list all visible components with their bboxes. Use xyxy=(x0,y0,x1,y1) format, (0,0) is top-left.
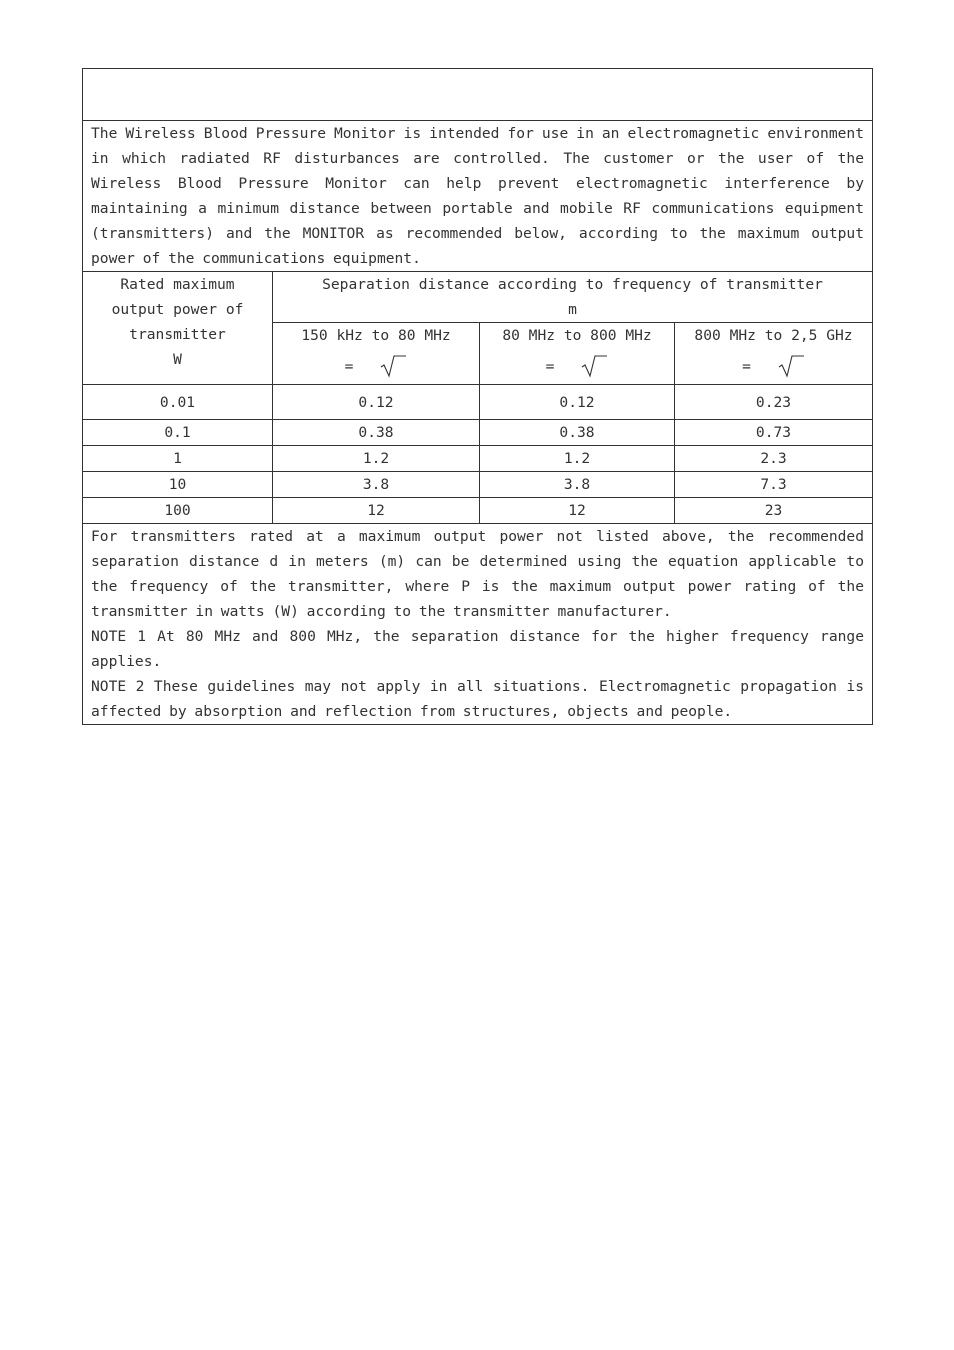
distance-band3: 7.3 xyxy=(675,472,873,498)
power-value: 0.1 xyxy=(83,420,273,446)
distance-band1: 12 xyxy=(273,498,480,524)
band-header-2 xyxy=(480,323,675,385)
distance-header: Separation distance according to frequency of transmitter xyxy=(322,276,823,293)
band-label: 800 MHz to 2,5 GHz xyxy=(694,327,853,344)
distance-band2: 3.8 xyxy=(480,472,675,498)
power-value: 10 xyxy=(83,472,273,498)
distance-unit: m xyxy=(568,301,577,318)
intro-text: The Wireless Blood Pressure Monitor is intended for use in an electromagnetic environment in which radiated RF disturbances are controlled. The customer or the user of the Wireless Blood Pressure Monitor can help prevent electromagnetic interference by maintaining a minimum distance between portable and mobile RF communications equipment (transmitters) and the MONITOR as recommended below, according to the maximum output power of the communications equipment. xyxy=(91,125,864,267)
power-value: 100 xyxy=(83,498,273,524)
distance-band3: 23 xyxy=(675,498,873,524)
distance-band2: 1.2 xyxy=(480,446,675,472)
distance-band3: 0.23 xyxy=(675,385,873,420)
distance-band2: 12 xyxy=(480,498,675,524)
table-row xyxy=(83,498,873,524)
separation-distance-table xyxy=(82,68,873,725)
square-root-icon xyxy=(777,354,805,378)
formula-equals: = xyxy=(545,357,555,375)
band-formula xyxy=(480,348,674,384)
distance-band3: 0.73 xyxy=(675,420,873,446)
band-header-3 xyxy=(675,323,873,385)
distance-header-cell xyxy=(273,272,873,323)
table-row xyxy=(83,446,873,472)
table-row xyxy=(83,385,873,420)
intro-cell xyxy=(83,121,873,272)
distance-band1: 3.8 xyxy=(273,472,480,498)
band-header-1 xyxy=(273,323,480,385)
band-formula xyxy=(273,348,479,384)
power-header-cell xyxy=(83,272,273,385)
distance-band1: 0.38 xyxy=(273,420,480,446)
band-label: 80 MHz to 800 MHz xyxy=(502,327,652,344)
note-1: NOTE 1 At 80 MHz and 800 MHz, the separation distance for the higher frequency range applies. xyxy=(91,628,864,670)
footer-cell xyxy=(83,524,873,725)
distance-band2: 0.12 xyxy=(480,385,675,420)
table-row xyxy=(83,472,873,498)
band-label: 150 kHz to 80 MHz xyxy=(301,327,451,344)
power-header: Rated maximum output power of transmitter xyxy=(111,276,244,343)
distance-band2: 0.38 xyxy=(480,420,675,446)
distance-band3: 2.3 xyxy=(675,446,873,472)
square-root-icon xyxy=(580,354,608,378)
power-value: 0.01 xyxy=(83,385,273,420)
band-formula xyxy=(675,348,872,384)
note-2: NOTE 2 These guidelines may not apply in all situations. Electromagnetic propagation is affected by absorption and reflection from structures, objects and people. xyxy=(91,678,864,720)
distance-band1: 0.12 xyxy=(273,385,480,420)
square-root-icon xyxy=(379,354,407,378)
table-row xyxy=(83,420,873,446)
formula-equals: = xyxy=(344,357,354,375)
table-title-cell xyxy=(83,69,873,121)
footer-paragraph: For transmitters rated at a maximum output power not listed above, the recommended separation distance d in meters (m) can be determined using the equation applicable to the frequency of the transmitter, where P is the maximum output power rating of the transmitter in watts (W) according to the transmitter manufacturer. xyxy=(91,528,864,620)
power-unit: W xyxy=(173,351,182,368)
distance-band1: 1.2 xyxy=(273,446,480,472)
formula-equals: = xyxy=(742,357,751,375)
power-value: 1 xyxy=(83,446,273,472)
